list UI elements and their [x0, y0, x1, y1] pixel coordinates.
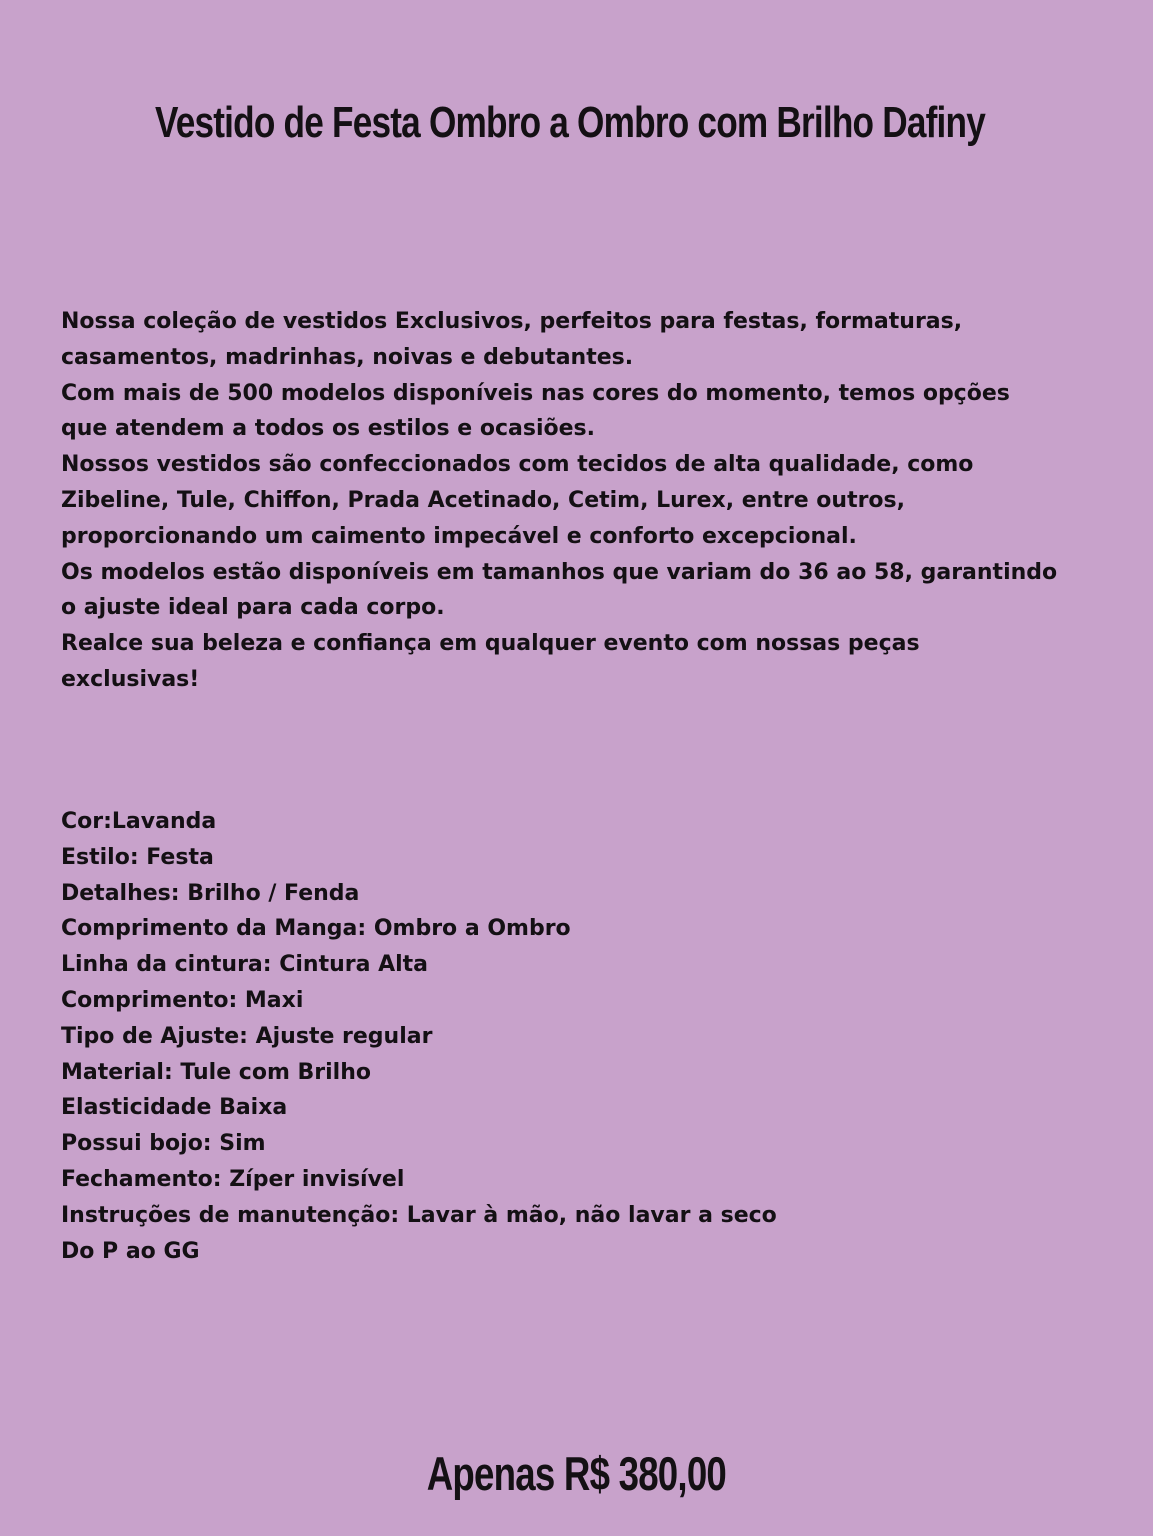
- spec-sleeve-length: Comprimento da Manga: Ombro a Ombro: [61, 916, 571, 942]
- product-title: Vestido de Festa Ombro a Ombro com Brilho Dafiny: [154, 98, 986, 147]
- description-paragraph: Com mais de 500 modelos disponíveis nas cores do momento, temos opções que atendem a todos os estilos e ocasiões.: [61, 380, 1010, 442]
- price-label: Apenas R$ 380,00: [426, 1447, 727, 1500]
- spec-details: Detalhes: Brilho / Fenda: [61, 880, 360, 906]
- spec-care-instructions: Instruções de manutenção: Lavar à mão, não lavar a seco: [61, 1202, 777, 1228]
- description-paragraph: Nossa coleção de vestidos Exclusivos, perfeitos para festas, formaturas, casamentos, madrinhas, noivas e debutantes.: [61, 309, 963, 370]
- description-paragraph: Nossos vestidos são confeccionados com tecidos de alta qualidade, como Zibeline, Tule, Chiffon, Prada Acetinado, Cetim, Lurex, entre outros, proporcionando um caimento impecável e conforto excepcional.: [61, 452, 974, 549]
- spec-fit-type: Tipo de Ajuste: Ajuste regular: [61, 1023, 433, 1049]
- spec-waistline: Linha da cintura: Cintura Alta: [61, 952, 429, 978]
- spec-closure: Fechamento: Zíper invisível: [61, 1166, 405, 1192]
- spec-length: Comprimento: Maxi: [61, 987, 304, 1013]
- spec-color: Cor:Lavanda: [61, 809, 217, 834]
- spec-sizes: Do P ao GG: [61, 1238, 200, 1264]
- product-description: [61, 304, 1061, 698]
- spec-style: Estilo: Festa: [61, 844, 214, 870]
- description-paragraph: Realce sua beleza e confiança em qualquer evento com nossas peças exclusivas!: [61, 631, 920, 692]
- description-paragraph: Os modelos estão disponíveis em tamanhos que variam do 36 ao 58, garantindo o ajuste ideal para cada corpo.: [61, 559, 1058, 621]
- spec-padding: Possui bojo: Sim: [61, 1131, 266, 1157]
- product-specs: [61, 804, 1061, 1269]
- spec-material: Material: Tule com Brilho: [61, 1059, 371, 1085]
- spec-elasticity: Elasticidade Baixa: [61, 1095, 288, 1121]
